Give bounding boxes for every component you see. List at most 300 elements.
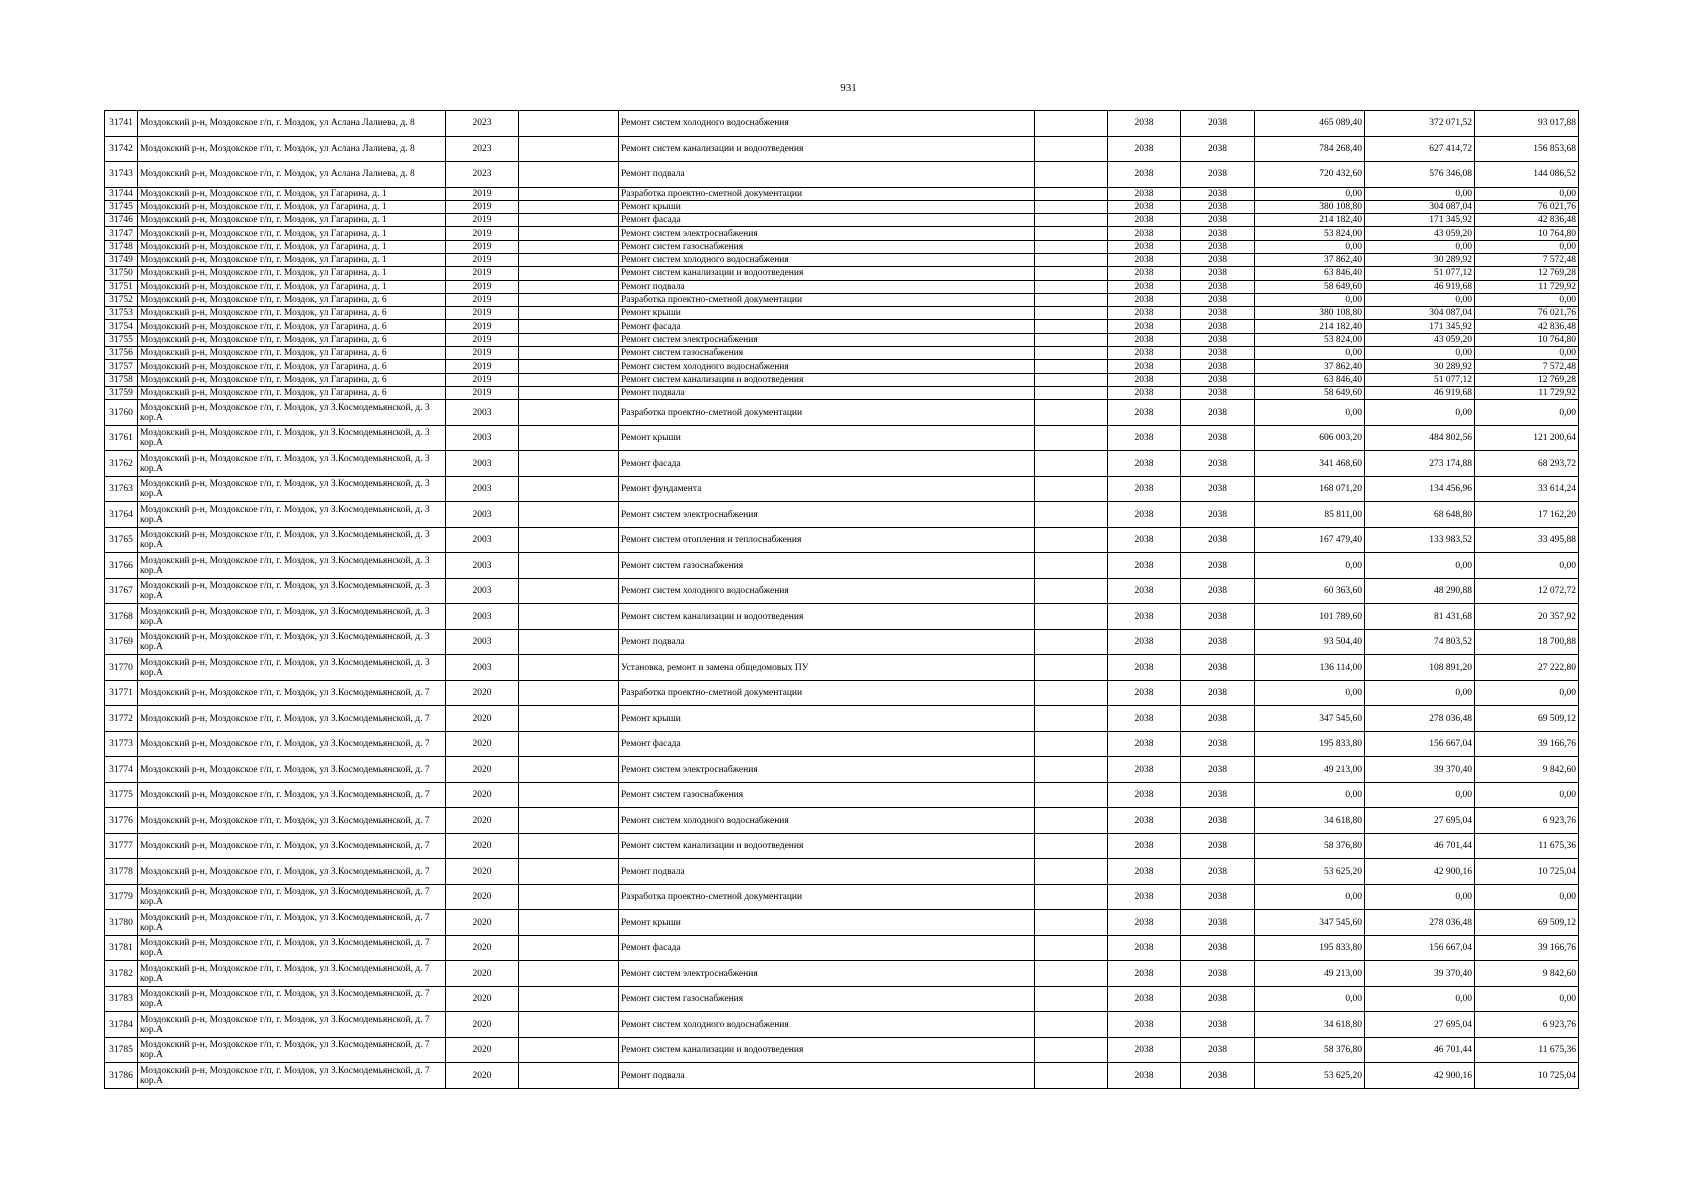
funding-part-1-cell: 30 289,92 xyxy=(1365,360,1475,373)
commission-year-cell: 2020 xyxy=(446,986,519,1012)
plan-year-start-cell: 2038 xyxy=(1108,293,1181,306)
address-cell: Моздокский р-н, Моздокское г/п, г. Моздок, ул З.Космодемьянской, д. 3 кор.А xyxy=(138,655,446,681)
funding-part-2-cell: 0,00 xyxy=(1475,782,1579,808)
commission-year-cell: 2003 xyxy=(446,502,519,528)
empty-cell xyxy=(1035,111,1108,137)
table-row xyxy=(105,655,1579,681)
plan-year-start-cell: 2038 xyxy=(1108,400,1181,426)
plan-year-end-cell: 2038 xyxy=(1181,1012,1255,1038)
plan-year-end-cell: 2038 xyxy=(1181,253,1255,266)
empty-cell xyxy=(519,425,619,451)
total-cost-cell: 53 824,00 xyxy=(1255,227,1365,240)
row-number: 31771 xyxy=(105,680,138,706)
empty-cell xyxy=(519,333,619,346)
plan-year-end-cell: 2038 xyxy=(1181,578,1255,604)
funding-part-2-cell: 144 086,52 xyxy=(1475,162,1579,188)
plan-year-end-cell: 2038 xyxy=(1181,111,1255,137)
plan-year-start-cell: 2038 xyxy=(1108,1012,1181,1038)
address-cell: Моздокский р-н, Моздокское г/п, г. Моздок, ул З.Космодемьянской, д. 7 кор.А xyxy=(138,986,446,1012)
commission-year-cell: 2020 xyxy=(446,961,519,987)
empty-cell xyxy=(1035,400,1108,426)
funding-part-1-cell: 46 701,44 xyxy=(1365,1037,1475,1063)
table-row xyxy=(105,136,1579,162)
work-type-cell: Ремонт подвала xyxy=(619,162,1035,188)
table-row xyxy=(105,910,1579,936)
work-type-cell: Ремонт систем холодного водоснабжения xyxy=(619,111,1035,137)
plan-year-start-cell: 2038 xyxy=(1108,227,1181,240)
work-type-cell: Ремонт фасада xyxy=(619,214,1035,227)
commission-year-cell: 2020 xyxy=(446,757,519,783)
work-type-cell: Ремонт крыши xyxy=(619,706,1035,732)
funding-part-1-cell: 304 087,04 xyxy=(1365,200,1475,213)
row-number: 31779 xyxy=(105,884,138,910)
empty-cell xyxy=(1035,200,1108,213)
empty-cell xyxy=(1035,386,1108,399)
commission-year-cell: 2003 xyxy=(446,553,519,579)
address-cell: Моздокский р-н, Моздокское г/п, г. Моздок, ул З.Космодемьянской, д. 7 кор.А xyxy=(138,961,446,987)
commission-year-cell: 2019 xyxy=(446,187,519,200)
plan-year-end-cell: 2038 xyxy=(1181,400,1255,426)
plan-year-start-cell: 2038 xyxy=(1108,1063,1181,1089)
table-row xyxy=(105,111,1579,137)
empty-cell xyxy=(519,859,619,885)
funding-part-1-cell: 0,00 xyxy=(1365,400,1475,426)
empty-cell xyxy=(519,136,619,162)
empty-cell xyxy=(519,214,619,227)
empty-cell xyxy=(1035,425,1108,451)
plan-year-start-cell: 2038 xyxy=(1108,833,1181,859)
plan-year-end-cell: 2038 xyxy=(1181,162,1255,188)
table-row xyxy=(105,347,1579,360)
row-number: 31759 xyxy=(105,386,138,399)
address-cell: Моздокский р-н, Моздокское г/п, г. Моздок, ул З.Космодемьянской, д. 7 xyxy=(138,859,446,885)
table-row xyxy=(105,200,1579,213)
work-type-cell: Ремонт систем холодного водоснабжения xyxy=(619,360,1035,373)
address-cell: Моздокский р-н, Моздокское г/п, г. Моздок, ул З.Космодемьянской, д. 3 кор.А xyxy=(138,451,446,477)
funding-part-2-cell: 20 357,92 xyxy=(1475,604,1579,630)
table-row xyxy=(105,884,1579,910)
empty-cell xyxy=(519,386,619,399)
funding-part-2-cell: 39 166,76 xyxy=(1475,731,1579,757)
plan-year-start-cell: 2038 xyxy=(1108,757,1181,783)
address-cell: Моздокский р-н, Моздокское г/п, г. Моздок, ул Гагарина, д. 1 xyxy=(138,200,446,213)
table-row xyxy=(105,553,1579,579)
address-cell: Моздокский р-н, Моздокское г/п, г. Моздок, ул Аслана Лалиева, д. 8 xyxy=(138,136,446,162)
work-type-cell: Ремонт крыши xyxy=(619,910,1035,936)
empty-cell xyxy=(1035,808,1108,834)
work-type-cell: Ремонт подвала xyxy=(619,280,1035,293)
funding-part-2-cell: 0,00 xyxy=(1475,400,1579,426)
row-number: 31782 xyxy=(105,961,138,987)
total-cost-cell: 465 089,40 xyxy=(1255,111,1365,137)
row-number: 31769 xyxy=(105,629,138,655)
address-cell: Моздокский р-н, Моздокское г/п, г. Моздок, ул Гагарина, д. 6 xyxy=(138,320,446,333)
row-number: 31755 xyxy=(105,333,138,346)
plan-year-start-cell: 2038 xyxy=(1108,214,1181,227)
total-cost-cell: 93 504,40 xyxy=(1255,629,1365,655)
plan-year-end-cell: 2038 xyxy=(1181,808,1255,834)
table-row xyxy=(105,227,1579,240)
empty-cell xyxy=(519,935,619,961)
funding-part-1-cell: 81 431,68 xyxy=(1365,604,1475,630)
total-cost-cell: 0,00 xyxy=(1255,293,1365,306)
funding-part-2-cell: 9 842,60 xyxy=(1475,961,1579,987)
plan-year-end-cell: 2038 xyxy=(1181,214,1255,227)
funding-part-2-cell: 11 729,92 xyxy=(1475,280,1579,293)
empty-cell xyxy=(1035,961,1108,987)
plan-year-start-cell: 2038 xyxy=(1108,373,1181,386)
total-cost-cell: 101 789,60 xyxy=(1255,604,1365,630)
total-cost-cell: 347 545,60 xyxy=(1255,706,1365,732)
table-row xyxy=(105,1063,1579,1089)
empty-cell xyxy=(1035,731,1108,757)
funding-part-2-cell: 0,00 xyxy=(1475,187,1579,200)
plan-year-start-cell: 2038 xyxy=(1108,267,1181,280)
empty-cell xyxy=(1035,1063,1108,1089)
empty-cell xyxy=(1035,833,1108,859)
plan-year-start-cell: 2038 xyxy=(1108,680,1181,706)
plan-year-end-cell: 2038 xyxy=(1181,502,1255,528)
plan-year-end-cell: 2038 xyxy=(1181,935,1255,961)
commission-year-cell: 2003 xyxy=(446,476,519,502)
table-row xyxy=(105,373,1579,386)
plan-year-end-cell: 2038 xyxy=(1181,553,1255,579)
funding-part-2-cell: 17 162,20 xyxy=(1475,502,1579,528)
empty-cell xyxy=(519,373,619,386)
plan-year-start-cell: 2038 xyxy=(1108,111,1181,137)
address-cell: Моздокский р-н, Моздокское г/п, г. Моздок, ул Гагарина, д. 6 xyxy=(138,373,446,386)
plan-year-end-cell: 2038 xyxy=(1181,293,1255,306)
funding-part-2-cell: 11 729,92 xyxy=(1475,386,1579,399)
funding-part-2-cell: 18 700,88 xyxy=(1475,629,1579,655)
table-row xyxy=(105,935,1579,961)
empty-cell xyxy=(519,655,619,681)
funding-part-1-cell: 42 900,16 xyxy=(1365,859,1475,885)
total-cost-cell: 195 833,80 xyxy=(1255,935,1365,961)
total-cost-cell: 214 182,40 xyxy=(1255,214,1365,227)
address-cell: Моздокский р-н, Моздокское г/п, г. Моздок, ул З.Космодемьянской, д. 7 xyxy=(138,833,446,859)
plan-year-start-cell: 2038 xyxy=(1108,629,1181,655)
empty-cell xyxy=(519,884,619,910)
total-cost-cell: 0,00 xyxy=(1255,782,1365,808)
commission-year-cell: 2019 xyxy=(446,320,519,333)
empty-cell xyxy=(519,267,619,280)
row-number: 31750 xyxy=(105,267,138,280)
address-cell: Моздокский р-н, Моздокское г/п, г. Моздок, ул З.Космодемьянской, д. 7 xyxy=(138,808,446,834)
plan-year-start-cell: 2038 xyxy=(1108,253,1181,266)
plan-year-start-cell: 2038 xyxy=(1108,578,1181,604)
table-row xyxy=(105,961,1579,987)
row-number: 31752 xyxy=(105,293,138,306)
total-cost-cell: 63 846,40 xyxy=(1255,267,1365,280)
empty-cell xyxy=(519,187,619,200)
commission-year-cell: 2019 xyxy=(446,386,519,399)
total-cost-cell: 0,00 xyxy=(1255,680,1365,706)
funding-part-1-cell: 171 345,92 xyxy=(1365,214,1475,227)
empty-cell xyxy=(519,200,619,213)
address-cell: Моздокский р-н, Моздокское г/п, г. Моздок, ул Гагарина, д. 6 xyxy=(138,333,446,346)
empty-cell xyxy=(1035,782,1108,808)
table-row xyxy=(105,859,1579,885)
funding-part-1-cell: 39 370,40 xyxy=(1365,757,1475,783)
plan-year-start-cell: 2038 xyxy=(1108,386,1181,399)
commission-year-cell: 2020 xyxy=(446,731,519,757)
table-row xyxy=(105,1012,1579,1038)
empty-cell xyxy=(519,986,619,1012)
funding-part-1-cell: 51 077,12 xyxy=(1365,267,1475,280)
plan-year-end-cell: 2038 xyxy=(1181,136,1255,162)
total-cost-cell: 58 376,80 xyxy=(1255,833,1365,859)
address-cell: Моздокский р-н, Моздокское г/п, г. Моздок, ул З.Космодемьянской, д. 3 кор.А xyxy=(138,476,446,502)
work-type-cell: Ремонт систем электроснабжения xyxy=(619,757,1035,783)
funding-part-1-cell: 43 059,20 xyxy=(1365,333,1475,346)
plan-year-end-cell: 2038 xyxy=(1181,227,1255,240)
work-type-cell: Ремонт систем холодного водоснабжения xyxy=(619,578,1035,604)
empty-cell xyxy=(1035,360,1108,373)
address-cell: Моздокский р-н, Моздокское г/п, г. Моздок, ул З.Космодемьянской, д. 7 кор.А xyxy=(138,1037,446,1063)
table-row xyxy=(105,293,1579,306)
funding-part-1-cell: 156 667,04 xyxy=(1365,935,1475,961)
funding-part-2-cell: 12 072,72 xyxy=(1475,578,1579,604)
funding-part-1-cell: 108 891,20 xyxy=(1365,655,1475,681)
funding-part-1-cell: 278 036,48 xyxy=(1365,706,1475,732)
work-type-cell: Ремонт систем канализации и водоотведения xyxy=(619,1037,1035,1063)
empty-cell xyxy=(1035,553,1108,579)
plan-year-end-cell: 2038 xyxy=(1181,240,1255,253)
plan-year-end-cell: 2038 xyxy=(1181,629,1255,655)
total-cost-cell: 0,00 xyxy=(1255,187,1365,200)
total-cost-cell: 53 625,20 xyxy=(1255,859,1365,885)
commission-year-cell: 2019 xyxy=(446,280,519,293)
funding-part-1-cell: 304 087,04 xyxy=(1365,307,1475,320)
funding-part-1-cell: 51 077,12 xyxy=(1365,373,1475,386)
plan-year-start-cell: 2038 xyxy=(1108,808,1181,834)
plan-year-start-cell: 2038 xyxy=(1108,655,1181,681)
funding-part-1-cell: 0,00 xyxy=(1365,293,1475,306)
table-row xyxy=(105,214,1579,227)
plan-year-end-cell: 2038 xyxy=(1181,859,1255,885)
row-number: 31741 xyxy=(105,111,138,137)
funding-part-2-cell: 0,00 xyxy=(1475,240,1579,253)
row-number: 31775 xyxy=(105,782,138,808)
commission-year-cell: 2020 xyxy=(446,680,519,706)
plan-year-end-cell: 2038 xyxy=(1181,425,1255,451)
table-row xyxy=(105,1037,1579,1063)
empty-cell xyxy=(1035,604,1108,630)
empty-cell xyxy=(1035,884,1108,910)
address-cell: Моздокский р-н, Моздокское г/п, г. Моздок, ул Гагарина, д. 1 xyxy=(138,187,446,200)
table-body xyxy=(105,111,1579,1089)
commission-year-cell: 2019 xyxy=(446,227,519,240)
funding-part-2-cell: 33 495,88 xyxy=(1475,527,1579,553)
commission-year-cell: 2003 xyxy=(446,400,519,426)
plan-year-end-cell: 2038 xyxy=(1181,1063,1255,1089)
address-cell: Моздокский р-н, Моздокское г/п, г. Моздок, ул З.Космодемьянской, д. 7 кор.А xyxy=(138,1012,446,1038)
plan-year-start-cell: 2038 xyxy=(1108,476,1181,502)
total-cost-cell: 195 833,80 xyxy=(1255,731,1365,757)
empty-cell xyxy=(519,782,619,808)
empty-cell xyxy=(519,451,619,477)
work-type-cell: Ремонт фасада xyxy=(619,935,1035,961)
empty-cell xyxy=(1035,307,1108,320)
commission-year-cell: 2019 xyxy=(446,307,519,320)
funding-part-2-cell: 42 836,48 xyxy=(1475,320,1579,333)
empty-cell xyxy=(1035,1012,1108,1038)
address-cell: Моздокский р-н, Моздокское г/п, г. Моздок, ул З.Космодемьянской, д. 3 кор.А xyxy=(138,604,446,630)
total-cost-cell: 380 108,80 xyxy=(1255,307,1365,320)
table-row xyxy=(105,425,1579,451)
commission-year-cell: 2023 xyxy=(446,162,519,188)
work-type-cell: Ремонт систем канализации и водоотведения xyxy=(619,136,1035,162)
work-type-cell: Ремонт систем газоснабжения xyxy=(619,782,1035,808)
empty-cell xyxy=(519,227,619,240)
address-cell: Моздокский р-н, Моздокское г/п, г. Моздок, ул Гагарина, д. 6 xyxy=(138,386,446,399)
commission-year-cell: 2003 xyxy=(446,604,519,630)
total-cost-cell: 214 182,40 xyxy=(1255,320,1365,333)
work-type-cell: Ремонт систем газоснабжения xyxy=(619,553,1035,579)
plan-year-end-cell: 2038 xyxy=(1181,280,1255,293)
total-cost-cell: 0,00 xyxy=(1255,553,1365,579)
work-type-cell: Ремонт систем газоснабжения xyxy=(619,986,1035,1012)
table-row xyxy=(105,833,1579,859)
plan-year-end-cell: 2038 xyxy=(1181,655,1255,681)
plan-year-end-cell: 2038 xyxy=(1181,782,1255,808)
work-type-cell: Ремонт систем газоснабжения xyxy=(619,240,1035,253)
address-cell: Моздокский р-н, Моздокское г/п, г. Моздок, ул Гагарина, д. 1 xyxy=(138,267,446,280)
plan-year-end-cell: 2038 xyxy=(1181,187,1255,200)
plan-year-start-cell: 2038 xyxy=(1108,200,1181,213)
empty-cell xyxy=(519,476,619,502)
address-cell: Моздокский р-н, Моздокское г/п, г. Моздок, ул З.Космодемьянской, д. 7 кор.А xyxy=(138,935,446,961)
plan-year-start-cell: 2038 xyxy=(1108,307,1181,320)
address-cell: Моздокский р-н, Моздокское г/п, г. Моздок, ул З.Космодемьянской, д. 3 кор.А xyxy=(138,400,446,426)
empty-cell xyxy=(1035,680,1108,706)
total-cost-cell: 167 479,40 xyxy=(1255,527,1365,553)
table-row xyxy=(105,333,1579,346)
total-cost-cell: 0,00 xyxy=(1255,884,1365,910)
total-cost-cell: 380 108,80 xyxy=(1255,200,1365,213)
row-number: 31765 xyxy=(105,527,138,553)
address-cell: Моздокский р-н, Моздокское г/п, г. Моздок, ул З.Космодемьянской, д. 7 xyxy=(138,706,446,732)
empty-cell xyxy=(519,578,619,604)
funding-part-1-cell: 171 345,92 xyxy=(1365,320,1475,333)
funding-part-1-cell: 0,00 xyxy=(1365,187,1475,200)
address-cell: Моздокский р-н, Моздокское г/п, г. Моздок, ул Аслана Лалиева, д. 8 xyxy=(138,162,446,188)
funding-part-2-cell: 76 021,76 xyxy=(1475,200,1579,213)
row-number: 31758 xyxy=(105,373,138,386)
plan-year-start-cell: 2038 xyxy=(1108,706,1181,732)
table-row xyxy=(105,267,1579,280)
plan-year-start-cell: 2038 xyxy=(1108,859,1181,885)
total-cost-cell: 136 114,00 xyxy=(1255,655,1365,681)
empty-cell xyxy=(1035,280,1108,293)
funding-part-2-cell: 68 293,72 xyxy=(1475,451,1579,477)
row-number: 31784 xyxy=(105,1012,138,1038)
funding-part-1-cell: 278 036,48 xyxy=(1365,910,1475,936)
work-type-cell: Ремонт систем электроснабжения xyxy=(619,227,1035,240)
funding-part-2-cell: 10 764,80 xyxy=(1475,333,1579,346)
row-number: 31786 xyxy=(105,1063,138,1089)
work-type-cell: Разработка проектно-сметной документации xyxy=(619,400,1035,426)
table-row xyxy=(105,731,1579,757)
commission-year-cell: 2019 xyxy=(446,240,519,253)
plan-year-end-cell: 2038 xyxy=(1181,757,1255,783)
table-row xyxy=(105,986,1579,1012)
row-number: 31753 xyxy=(105,307,138,320)
plan-year-end-cell: 2038 xyxy=(1181,347,1255,360)
funding-part-2-cell: 7 572,48 xyxy=(1475,253,1579,266)
funding-part-2-cell: 27 222,80 xyxy=(1475,655,1579,681)
funding-part-2-cell: 10 725,04 xyxy=(1475,859,1579,885)
funding-part-1-cell: 484 802,56 xyxy=(1365,425,1475,451)
row-number: 31747 xyxy=(105,227,138,240)
total-cost-cell: 53 625,20 xyxy=(1255,1063,1365,1089)
plan-year-start-cell: 2038 xyxy=(1108,240,1181,253)
empty-cell xyxy=(1035,476,1108,502)
table-row xyxy=(105,527,1579,553)
row-number: 31773 xyxy=(105,731,138,757)
address-cell: Моздокский р-н, Моздокское г/п, г. Моздок, ул З.Космодемьянской, д. 3 кор.А xyxy=(138,502,446,528)
funding-part-2-cell: 12 769,28 xyxy=(1475,373,1579,386)
row-number: 31780 xyxy=(105,910,138,936)
empty-cell xyxy=(519,1037,619,1063)
row-number: 31756 xyxy=(105,347,138,360)
empty-cell xyxy=(519,400,619,426)
plan-year-start-cell: 2038 xyxy=(1108,604,1181,630)
plan-year-start-cell: 2038 xyxy=(1108,731,1181,757)
funding-part-2-cell: 0,00 xyxy=(1475,293,1579,306)
table-row xyxy=(105,386,1579,399)
row-number: 31757 xyxy=(105,360,138,373)
plan-year-end-cell: 2038 xyxy=(1181,833,1255,859)
row-number: 31767 xyxy=(105,578,138,604)
work-type-cell: Ремонт систем холодного водоснабжения xyxy=(619,1012,1035,1038)
plan-year-start-cell: 2038 xyxy=(1108,961,1181,987)
funding-part-1-cell: 133 983,52 xyxy=(1365,527,1475,553)
empty-cell xyxy=(1035,629,1108,655)
table-row xyxy=(105,240,1579,253)
work-type-cell: Ремонт систем канализации и водоотведения xyxy=(619,373,1035,386)
commission-year-cell: 2019 xyxy=(446,347,519,360)
table-row xyxy=(105,502,1579,528)
table-row xyxy=(105,400,1579,426)
plan-year-end-cell: 2038 xyxy=(1181,333,1255,346)
work-type-cell: Ремонт фасада xyxy=(619,731,1035,757)
plan-year-end-cell: 2038 xyxy=(1181,267,1255,280)
empty-cell xyxy=(1035,578,1108,604)
work-type-cell: Разработка проектно-сметной документации xyxy=(619,680,1035,706)
row-number: 31774 xyxy=(105,757,138,783)
work-type-cell: Ремонт подвала xyxy=(619,859,1035,885)
address-cell: Моздокский р-н, Моздокское г/п, г. Моздок, ул Гагарина, д. 6 xyxy=(138,293,446,306)
commission-year-cell: 2019 xyxy=(446,200,519,213)
funding-part-2-cell: 11 675,36 xyxy=(1475,1037,1579,1063)
commission-year-cell: 2020 xyxy=(446,808,519,834)
work-type-cell: Ремонт подвала xyxy=(619,1063,1035,1089)
funding-part-1-cell: 0,00 xyxy=(1365,680,1475,706)
empty-cell xyxy=(1035,267,1108,280)
total-cost-cell: 784 268,40 xyxy=(1255,136,1365,162)
funding-part-1-cell: 30 289,92 xyxy=(1365,253,1475,266)
plan-year-end-cell: 2038 xyxy=(1181,373,1255,386)
address-cell: Моздокский р-н, Моздокское г/п, г. Моздок, ул З.Космодемьянской, д. 7 xyxy=(138,757,446,783)
row-number: 31749 xyxy=(105,253,138,266)
plan-year-start-cell: 2038 xyxy=(1108,333,1181,346)
commission-year-cell: 2023 xyxy=(446,136,519,162)
funding-part-1-cell: 134 456,96 xyxy=(1365,476,1475,502)
plan-year-start-cell: 2038 xyxy=(1108,347,1181,360)
empty-cell xyxy=(519,961,619,987)
